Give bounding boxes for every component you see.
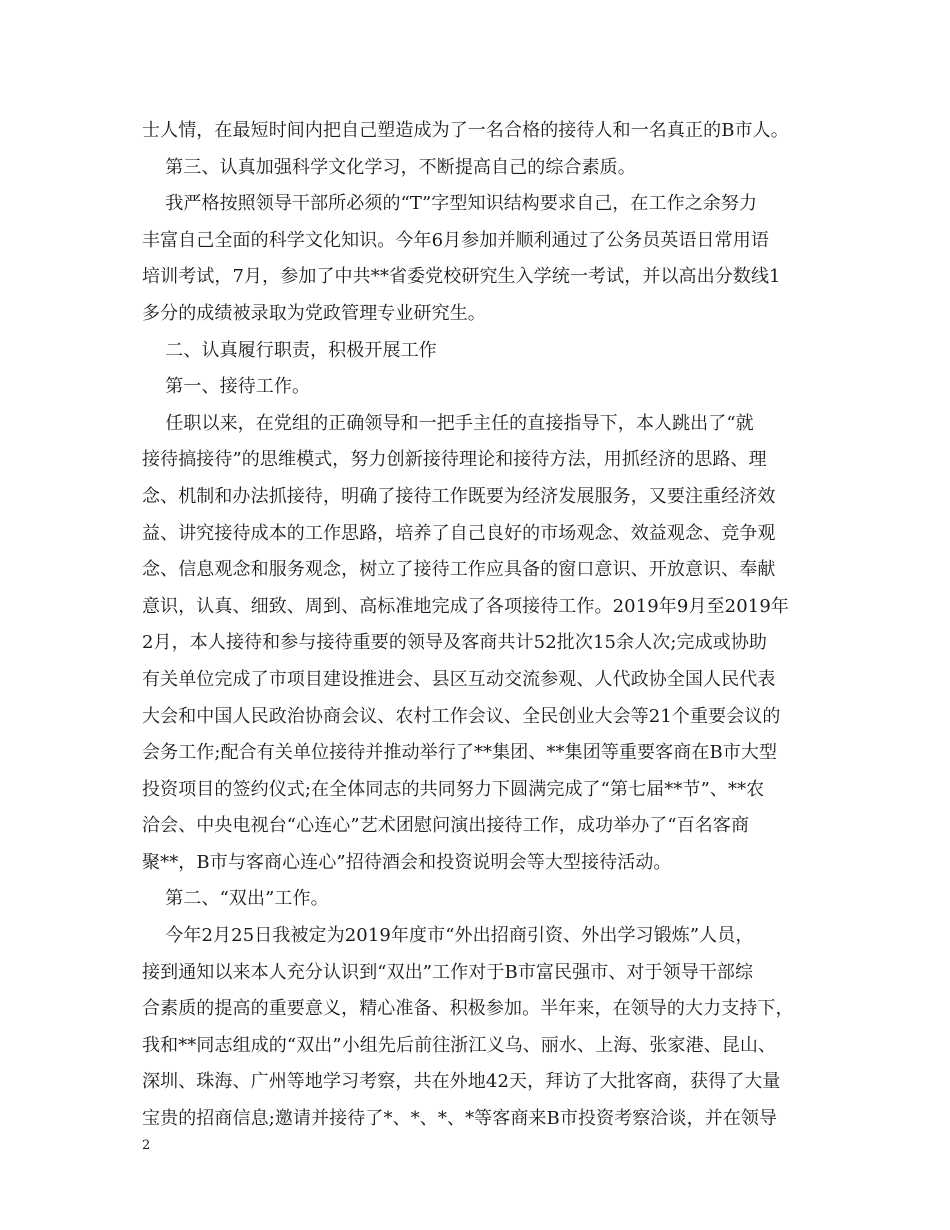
text-line: 我和**同志组成的“双出”小组先后前往浙江义乌、丽水、上海、张家港、昆山、 bbox=[142, 1034, 777, 1056]
text-line: 深圳、珠海、广州等地学习考察，共在外地42天，拜访了大批客商，获得了大量 bbox=[142, 1071, 781, 1093]
body-text bbox=[142, 113, 832, 1138]
text-line: 第三、认真加强科学文化学习，不断提高自己的综合素质。 bbox=[142, 156, 636, 178]
text-line: 任职以来，在党组的正确领导和一把手主任的直接指导下，本人跳出了“就 bbox=[142, 412, 754, 434]
text-line: 念、机制和办法抓接待，明确了接待工作既要为经济发展服务，又要注重经济效 bbox=[142, 485, 776, 507]
text-line: 念、信息观念和服务观念，树立了接待工作应具备的窗口意识、开放意识、奉献 bbox=[142, 559, 776, 581]
text-line: 益、讲究接待成本的工作思路，培养了自己良好的市场观念、效益观念、竞争观 bbox=[142, 522, 776, 544]
text-line: 2月，本人接待和参与接待重要的领导及客商共计52批次15余人次;完成或协助 bbox=[142, 632, 768, 654]
text-line: 聚**，B市与客商心连心”招待酒会和投资说明会等大型接待活动。 bbox=[142, 851, 672, 873]
text-line: 培训考试，7月，参加了中共**省委党校研究生入学统一考试，并以高出分数线1 bbox=[142, 266, 781, 288]
text-line: 大会和中国人民政治协商会议、农村工作会议、全民创业大会等21个重要会议的 bbox=[142, 705, 781, 727]
text-line: 会务工作;配合有关单位接待并推动举行了**集团、**集团等重要客商在B市大型 bbox=[142, 742, 778, 764]
text-line: 今年2月25日我被定为2019年度市“外出招商引资、外出学习锻炼”人员， bbox=[142, 925, 754, 947]
text-line: 投资项目的签约仪式;在全体同志的共同努力下圆满完成了“第七届**节”、**农 bbox=[142, 778, 765, 800]
text-line: 意识，认真、细致、周到、高标准地完成了各项接待工作。2019年9月至2019年 bbox=[142, 595, 789, 617]
text-line: 接待搞接待”的思维模式，努力创新接待理论和接待方法，用抓经济的思路、理 bbox=[142, 449, 767, 471]
text-line: 接到通知以来本人充分认识到“双出”工作对于B市富民强市、对于领导干部综 bbox=[142, 961, 754, 983]
text-line: 洽会、中央电视台“心连心”艺术团慰问演出接待工作，成功举办了“百名客商 bbox=[142, 815, 750, 837]
text-line: 我严格按照领导干部所必须的“T”字型知识结构要求自己，在工作之余努力 bbox=[142, 193, 758, 215]
text-line: 丰富自己全面的科学文化知识。今年6月参加并顺利通过了公务员英语日常用语 bbox=[142, 229, 769, 251]
page-number: 2 bbox=[142, 1138, 151, 1153]
text-line: 二、认真履行职责，积极开展工作 bbox=[142, 339, 437, 361]
text-line: 宝贵的招商信息;邀请并接待了*、*、*、*等客商来B市投资考察洽谈，并在领导 bbox=[142, 1108, 778, 1130]
text-line: 第一、接待工作。 bbox=[142, 376, 311, 398]
text-line: 第二、“双出”工作。 bbox=[142, 888, 329, 910]
text-line: 有关单位完成了市项目建设推进会、县区互动交流参观、人代政协全国人民代表 bbox=[142, 668, 776, 690]
text-line: 多分的成绩被录取为党政管理专业研究生。 bbox=[142, 302, 486, 324]
text-line: 士人情，在最短时间内把自己塑造成为了一名合格的接待人和一名真正的B市人。 bbox=[142, 120, 789, 141]
text-line: 合素质的提高的重要意义，精心准备、积极参加。半年来，在领导的大力支持下， bbox=[142, 998, 794, 1020]
